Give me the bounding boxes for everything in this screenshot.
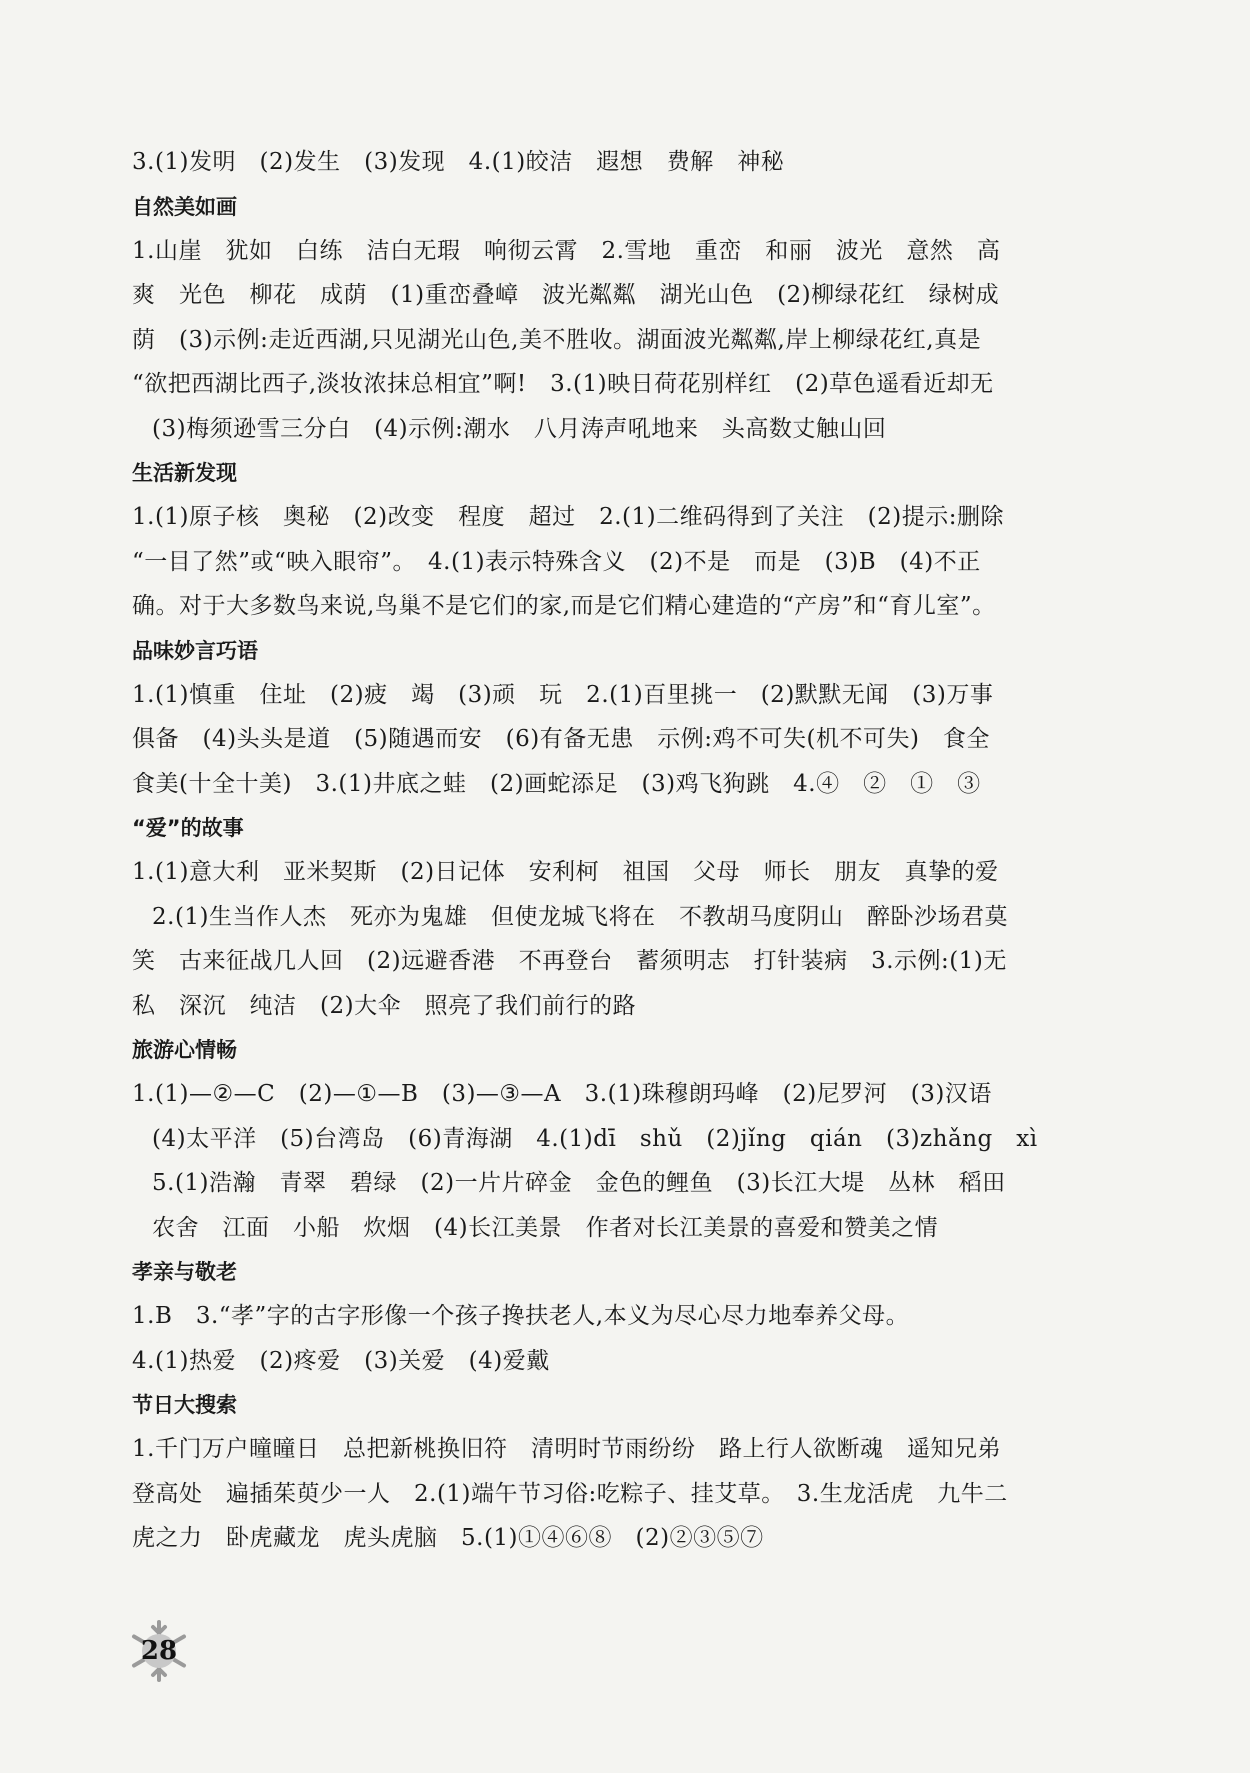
text-line: 俱备 (4)头头是道 (5)随遇而安 (6)有备无患 示例:鸡不可失(机不可失) 食全 [132,726,990,752]
section-heading: “爱”的故事 [132,816,244,840]
text-line: 1.(1)慎重 住址 (2)疲 竭 (3)顽 玩 2.(1)百里挑一 (2)默默无闻 (3)万事 [132,681,994,708]
text-line: (3)梅须逊雪三分白 (4)示例:潮水 八月涛声吼地来 头高数丈触山回 [152,415,887,442]
text-line: 1.(1)意大利 亚米契斯 (2)日记体 安利柯 祖国 父母 师长 朋友 真挚的爱 [132,859,999,885]
text-line: 荫 (3)示例:走近西湖,只见湖光山色,美不胜收。湖面波光粼粼,岸上柳绿花红,真是 [132,326,982,353]
text-line: 爽 光色 柳花 成荫 (1)重峦叠嶂 波光粼粼 湖光山色 (2)柳绿花红 绿树成 [132,282,1000,308]
answer-content [132,140,1092,1561]
text-line: 1.(1)—②—C (2)—①—B (3)—③—A 3.(1)珠穆朗玛峰 (2)尼罗河 (3)汉语 [132,1081,992,1107]
section-heading: 节日大搜索 [132,1393,237,1417]
text-line: 5.(1)浩瀚 青翠 碧绿 (2)一片片碎金 金色的鲤鱼 (3)长江大堤 丛林 稻田 [152,1170,1006,1196]
text-line: 确。对于大多数鸟来说,鸟巢不是它们的家,而是它们精心建造的“产房”和“育儿室”。 [132,593,996,619]
text-line: 食美(十全十美) 3.(1)井底之蛙 (2)画蛇添足 (3)鸡飞狗跳 4.④ ② ① ③ [132,770,981,797]
section-heading: 旅游心情畅 [132,1038,237,1062]
text-line: “欲把西湖比西子,淡妆浓抹总相宜”啊! 3.(1)映日荷花别样红 (2)草色遥看近却无 [132,371,994,397]
text-line: 1.(1)原子核 奥秘 (2)改变 程度 超过 2.(1)二维码得到了关注 (2)提示:删除 [132,504,1004,530]
page-number: 28 [140,1636,178,1666]
text-line: 2.(1)生当作人杰 死亦为鬼雄 但使龙城飞将在 不教胡马度阴山 醉卧沙场君莫 [152,903,1009,930]
section-heading: 生活新发现 [132,461,237,485]
text-line: 4.(1)热爱 (2)疼爱 (3)关爱 (4)爱戴 [132,1347,550,1374]
text-line: 私 深沉 纯洁 (2)大伞 照亮了我们前行的路 [132,992,637,1019]
section-heading: 孝亲与敬老 [132,1260,237,1284]
page-number-badge [126,1618,192,1684]
text-line: 虎之力 卧虎藏龙 虎头虎脑 5.(1)①④⑥⑧ (2)②③⑤⑦ [132,1525,764,1551]
section-heading: 自然美如画 [132,194,237,219]
text-line: 3.(1)发明 (2)发生 (3)发现 4.(1)皎洁 遐想 费解 神秘 [132,149,785,175]
section-heading: 品味妙言巧语 [132,638,258,663]
text-line: (4)太平洋 (5)台湾岛 (6)青海湖 4.(1)dī shǔ (2)jǐng qián (3)zhǎng xì [152,1125,1038,1152]
text-line: 笑 古来征战几人回 (2)远避香港 不再登台 蓄须明志 打针装病 3.示例:(1)无 [132,948,1007,974]
text-line: 1.B 3.“孝”字的古字形像一个孩子搀扶老人,本义为尽心尽力地奉养父母。 [132,1303,910,1329]
text-line: “一目了然”或“映入眼帘”。 4.(1)表示特殊含义 (2)不是 而是 (3)B (4)不正 [132,548,981,575]
text-line: 登高处 遍插茱萸少一人 2.(1)端午节习俗:吃粽子、挂艾草。 3.生龙活虎 九牛二 [132,1480,1008,1507]
text-line: 农舍 江面 小船 炊烟 (4)长江美景 作者对长江美景的喜爱和赞美之情 [152,1214,939,1241]
text-line: 1.千门万户曈曈日 总把新桃换旧符 清明时节雨纷纷 路上行人欲断魂 遥知兄弟 [132,1436,1001,1462]
text-line: 1.山崖 犹如 白练 洁白无瑕 响彻云霄 2.雪地 重峦 和丽 波光 意然 高 [132,237,1001,264]
